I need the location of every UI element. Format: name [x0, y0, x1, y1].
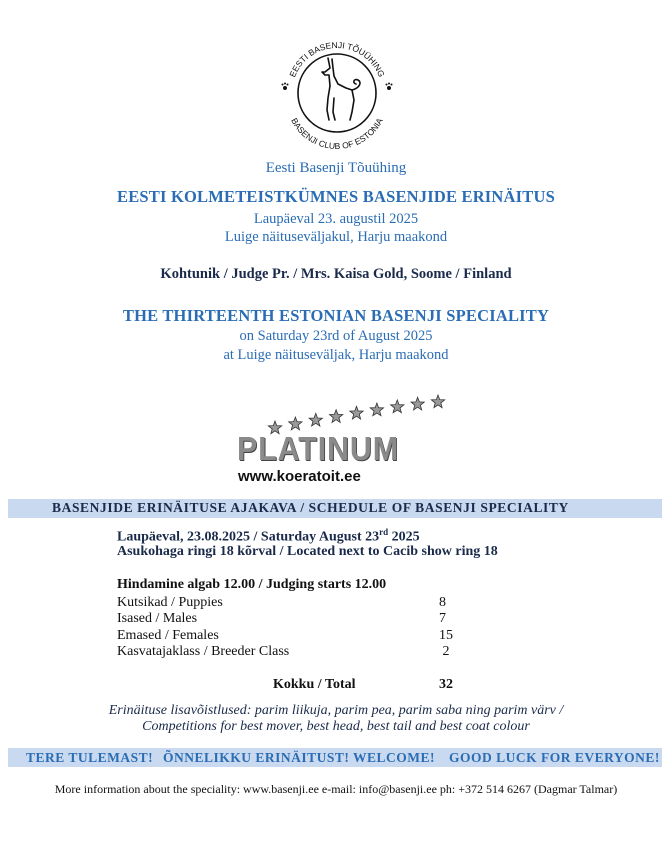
extra-competitions-en: Competitions for best mover, best head, best tail and best coat colour	[142, 719, 530, 734]
sponsor-logo-text: PLATINUM	[237, 430, 399, 467]
class-label: Kasvatajaklass / Breeder Class	[117, 644, 290, 659]
star-icon	[350, 406, 363, 419]
class-label: Isased / Males	[117, 611, 198, 626]
logo-ring-bottom-text: BASENJI CLUB OF ESTONIA	[289, 116, 385, 152]
show-date-en: on Saturday 23rd of August 2025	[239, 328, 433, 344]
class-count: 7	[439, 611, 446, 626]
logo-ring-top-text: EESTI BASENJI TÕUÜHING	[287, 39, 387, 79]
schedule-title: BASENJIDE ERINÄITUSE AJAKAVA / SCHEDULE OF BASENJI SPECIALITY	[52, 500, 569, 515]
extra-competitions-et: Erinäituse lisavõistlused: parim liikuja, parim pea, parim saba ning parim värv /	[108, 703, 564, 718]
logo-ring	[298, 54, 376, 132]
class-label: Emased / Females	[117, 628, 219, 643]
judging-start: Hindamine algab 12.00 / Judging starts 12.00	[117, 577, 387, 592]
schedule-day	[117, 527, 420, 546]
class-row	[117, 628, 457, 645]
show-date-et: Laupäeval 23. augustil 2025	[253, 211, 419, 227]
show-title-et: EESTI KOLMETEISTKÜMNES BASENJIDE ERINÄITUS	[117, 187, 555, 206]
paw-print-left-icon	[282, 83, 289, 91]
show-venue-et: Luige näituseväljakul, Harju maakond	[224, 229, 448, 245]
schedule-day-text: Laupäeval, 23.08.2025 / Saturday August 23	[117, 529, 380, 545]
show-title-en: THE THIRTEENTH ESTONIAN BASENJI SPECIALITY	[122, 306, 550, 325]
welcome-text: WELCOME!	[353, 750, 436, 765]
class-count: 15	[439, 628, 453, 643]
star-icon	[411, 397, 424, 410]
class-row	[117, 611, 457, 628]
star-icon	[289, 417, 302, 430]
star-icon	[431, 395, 444, 408]
club-name: Eesti Basenji Tõuühing	[265, 160, 407, 176]
class-row	[117, 595, 457, 612]
class-count: 8	[439, 595, 446, 610]
basenji-dog-icon	[322, 58, 360, 120]
schedule-day-year: 2025	[388, 529, 420, 545]
star-icon	[330, 410, 343, 423]
class-row	[117, 644, 457, 661]
welcome-text: ÕNNELIKKU ERINÄITUST!	[163, 750, 350, 765]
paw-print-right-icon	[386, 83, 393, 91]
show-venue-en: at Luige näituseväljak, Harju maakond	[223, 347, 449, 363]
schedule-day-ordinal: rd	[379, 527, 389, 537]
schedule-location: Asukohaga ringi 18 kõrval / Located next to Cacib show ring 18	[117, 544, 498, 559]
total-label: Kokku / Total	[273, 677, 356, 692]
sponsor-url[interactable]: www.koeratoit.ee	[238, 468, 361, 485]
contact-info: More information about the speciality: www.basenji.ee e-mail: info@basenji.ee ph: +372 514 6267 (Dagmar Talmar)	[54, 782, 618, 796]
class-label: Kutsikad / Puppies	[117, 595, 223, 610]
judge-line: Kohtunik / Judge Pr. / Mrs. Kaisa Gold, Soome / Finland	[160, 266, 512, 282]
club-logo	[272, 28, 402, 158]
welcome-text: TERE TULEMAST!	[26, 750, 154, 765]
total-value: 32	[439, 677, 453, 692]
star-icon	[370, 403, 383, 416]
star-icon	[391, 400, 404, 413]
class-count: 2	[439, 644, 450, 659]
welcome-text: GOOD LUCK FOR EVERYONE!	[449, 750, 660, 765]
star-icon	[309, 413, 322, 426]
